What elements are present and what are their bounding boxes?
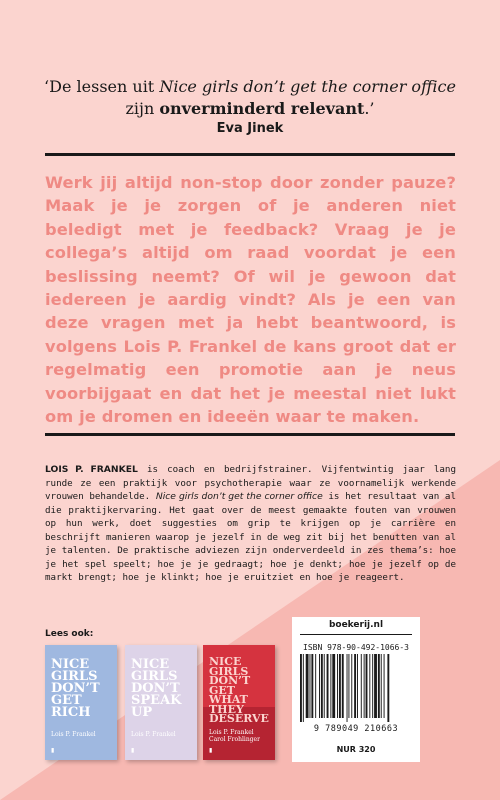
barcode-bar [364,654,365,718]
barcode-bar [315,654,316,718]
barcode-bar [369,654,370,718]
author-name: LOIS P. FRANKEL [45,464,138,475]
barcode-bar [348,654,349,718]
book-title: NICE GIRLS DON’T GET WHAT THEY DESERVE [209,655,269,725]
divider-top [45,153,455,156]
book-author: Lois P. Frankel [51,731,96,738]
quote-middle: zijn [125,99,160,118]
barcode-bar [310,654,311,718]
barcode-bar [311,654,313,718]
barcode-bar [378,654,380,718]
barcode-bar [361,654,362,718]
barcode-bar [306,654,309,718]
quote-book-title: Nice girls don’t get the corner office [159,77,456,96]
barcode-bar [384,654,385,718]
barcode-bar [327,654,329,718]
barcode-bar [342,654,344,718]
barcode-icon [300,654,412,722]
barcode-bar [387,654,389,722]
barcode-bar [303,654,304,722]
barcode-bar [366,654,368,718]
book-cover-what-they-deserve[interactable] [203,645,275,760]
barcode-bar [300,654,302,722]
barcode-bar [332,654,335,718]
barcode-bar [324,654,325,718]
divider-bottom [45,433,455,436]
barcode-bar [339,654,341,718]
barcode-box [292,617,420,762]
book-cover-speak-up[interactable] [125,645,197,760]
quote-author: Eva Jinek [216,121,284,136]
barcode-bar [330,654,331,718]
about-part-2: is het resultaat van al die praktijkervaring. Het gaat over de meest gemaakte fouten van vrouwen op hun werk, doet suggesties om grip te krijgen op je carrière en beschrijft manieren waarop je jezelf in de weg zit bij het benutten van al je talenten. De praktische adviezen zijn onderverdeeld in zes thema’s: hoe je het spel speelt; hoe je je gedraagt; hoe je denkt; hoe je jezelf op de markt brengt; hoe je klinkt; hoe je eruitziet en hoe je reageert. [45,491,456,583]
about-text [45,463,456,585]
publisher-url[interactable]: boekerij.nl [328,620,384,630]
quote-close: .’ [364,99,375,118]
endorsement-quote [30,76,470,120]
book-author: Lois P. Frankel Carol Frohlinger [209,729,260,743]
barcode-bar [372,654,373,718]
barcode-bar [354,654,356,718]
barcode-bar [347,654,348,722]
intro-text: Werk jij altijd non-stop door zonder pauze? Maak je je zorgen of je anderen niet beledigt met je feedback? Vraag je je collega’s altijd om raad voordat je een beslissing neemt? Of wil je gewoon dat iedereen je aardig vindt? Als je een van deze vragen met ja hebt beantwoord, is volgens Lois P. Frankel de kans groot dat er regelmatig een promotie aan je neus voorbijgaat en dat het je meestal niet lukt om je dromen en ideeën waar te maken. [45,173,456,427]
barcode-bar [357,654,358,718]
barcode-bar [321,654,323,718]
barcode-bar [374,654,377,718]
book-title: NICE GIRLS DON’T SPEAK UP [131,657,182,720]
barcode-bar [319,654,320,718]
about-part-1: is coach en bedrijfstrainer. Vijfentwintig jaar lang runde ze een praktijk voor psychotherapie waar ze voornamelijk werkende vrouwen behandelde. [45,464,456,502]
book-author: Lois P. Frankel [131,731,176,738]
isbn: ISBN 978-90-492-1066-3 [303,643,409,652]
see-also-label: Lees ook: [45,629,94,639]
barcode-bar [337,654,338,718]
barcode-bar [351,654,352,718]
ean-number: 9 789049 210663 [313,724,399,734]
books-icon: ▮ [209,747,213,754]
barcode-bar [381,654,382,718]
book-cover-get-rich[interactable] [45,645,117,760]
books-icon: ▮ [51,747,55,754]
about-book-title: Nice girls don’t get the corner office [155,491,323,502]
quote-open: ‘De lessen uit [44,77,160,96]
nur-code: NUR 320 [336,745,376,754]
books-icon: ▮ [131,747,135,754]
quote-emphasis: onverminderd relevant [159,99,365,118]
url-underline [300,634,412,635]
book-title: NICE GIRLS DON’T GET RICH [51,657,100,720]
